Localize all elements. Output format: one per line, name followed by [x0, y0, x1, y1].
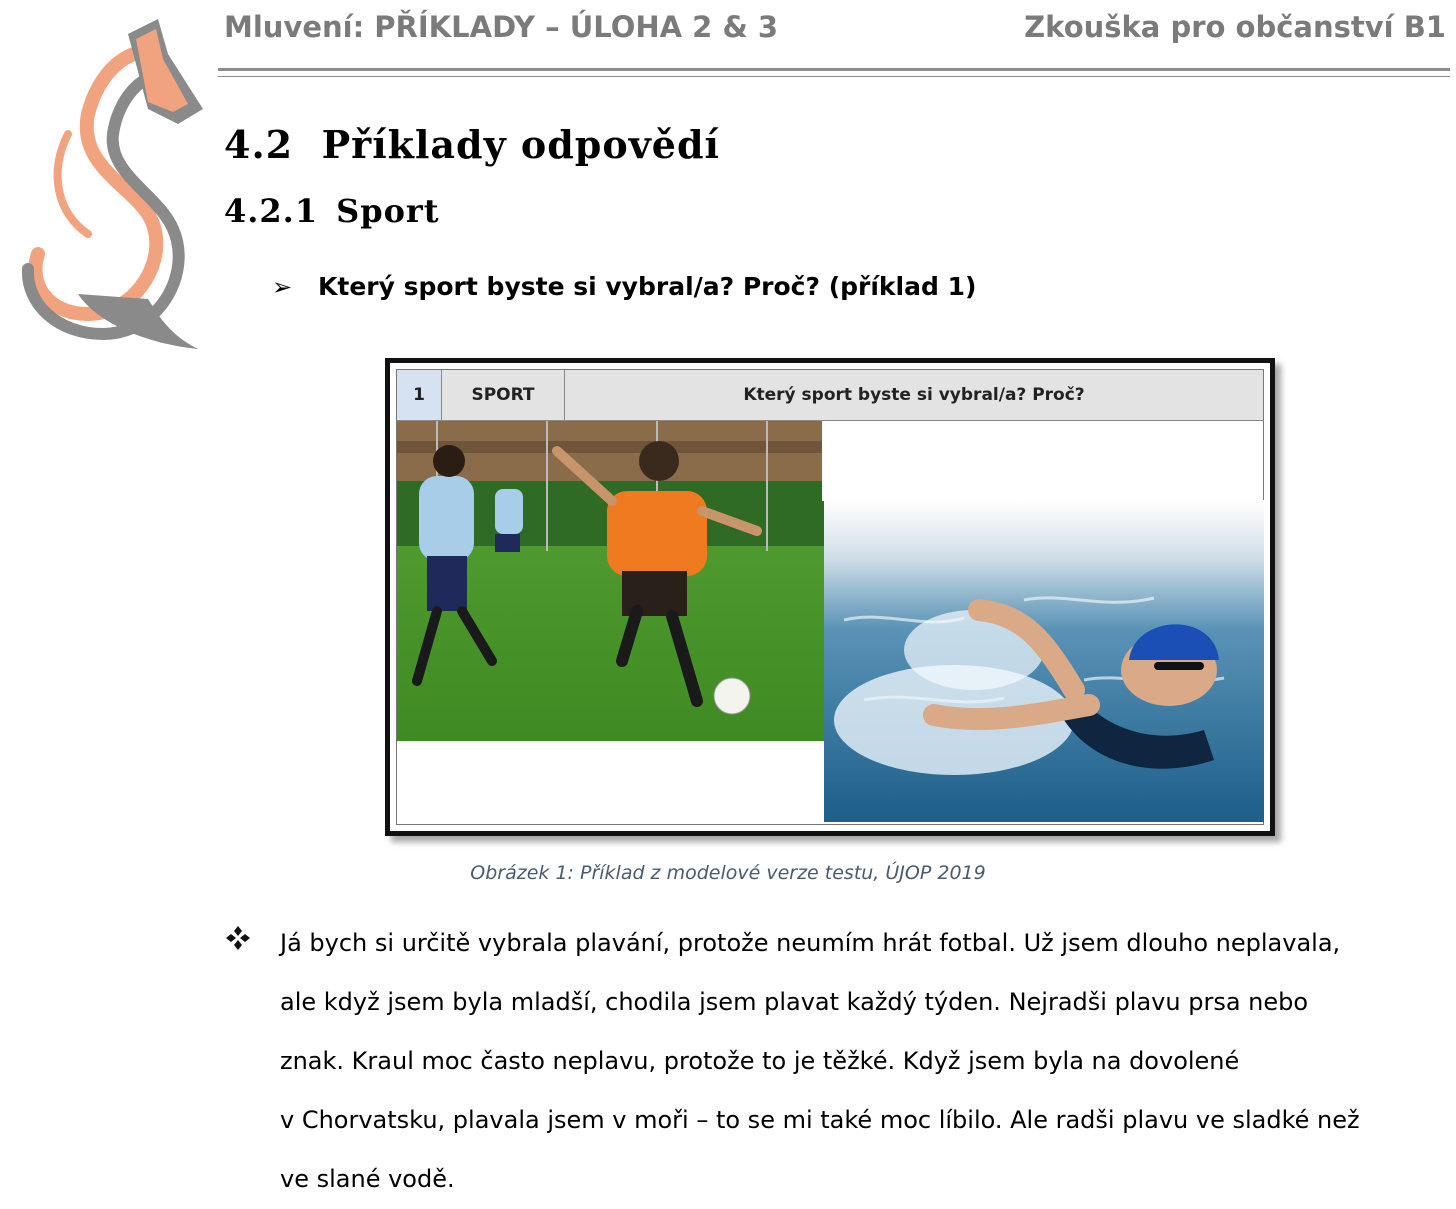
- question-line: [272, 272, 976, 301]
- table-cell-topic: SPORT: [442, 370, 565, 420]
- arrow-bullet-icon: ➢: [272, 273, 293, 301]
- header-left-title: Mluvení: PŘÍKLADY – ÚLOHA 2 & 3: [224, 10, 779, 44]
- answer-line: ale když jsem byla mladší, chodila jsem plavat každý týden. Nejradši plavu prsa nebo: [280, 988, 1309, 1016]
- header-right-title: Zkouška pro občanství B1: [1024, 10, 1446, 44]
- section-title: Příklady odpovědí: [321, 122, 720, 167]
- table-cell-number: 1: [397, 370, 442, 420]
- header-rule-thin: [218, 76, 1450, 77]
- soccer-photo: [397, 421, 848, 741]
- answer-line: Já bych si určitě vybrala plavání, protože neumím hrát fotbal. Už jsem dlouho neplavala,: [280, 929, 1341, 957]
- section-number: 4.2: [224, 122, 294, 167]
- figure-caption: Obrázek 1: Příklad z modelové verze testu, ÚJOP 2019: [470, 862, 986, 884]
- figure-frame: [385, 358, 1275, 836]
- fox-logo-icon: [8, 14, 208, 354]
- subsection-title: Sport: [336, 192, 440, 230]
- subsection-heading: [224, 192, 440, 230]
- answer-line: znak. Kraul moc často neplavu, protože to je těžké. Když jsem byla na dovolené: [280, 1047, 1240, 1075]
- answer-line: v Chorvatsku, plavala jsem v moři – to se mi také moc líbilo. Ale radši plavu ve sladké než: [280, 1106, 1360, 1134]
- subsection-number: 4.2.1: [224, 192, 319, 230]
- diamond-bullet-icon: [224, 924, 252, 952]
- figure-table-header: [397, 370, 1263, 421]
- question-text: Který sport byste si vybral/a? Proč? (příklad 1): [318, 272, 977, 301]
- answer-line: ve slané vodě.: [280, 1165, 455, 1193]
- figure-table: [396, 369, 1264, 825]
- table-cell-question: Který sport byste si vybral/a? Proč?: [743, 385, 1085, 405]
- answer-paragraph: [280, 914, 1456, 1209]
- swimming-photo: [824, 500, 1264, 822]
- section-heading: [224, 122, 720, 167]
- header-rule: [218, 68, 1450, 71]
